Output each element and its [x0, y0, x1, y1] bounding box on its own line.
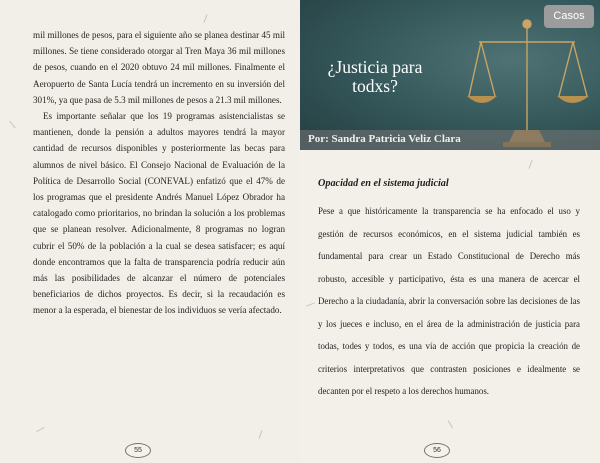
left-body-text	[33, 27, 285, 319]
author-strip	[300, 130, 600, 150]
left-paragraph-1: mil millones de pesos, para el siguiente año se planea destinar 45 mil millones. Se tiene considerado otorgar al Tren Maya 36 mil millones de pesos, cuando en el 2020 obtuvo 24 mil millones. Finalmente el Aeropuerto de Santa Lucía tendrá un incremento en su inversión del 301%, ya que pasa de 5.3 mil millones de pesos a 21.3 mil millones.	[33, 30, 285, 105]
right-body-text	[318, 200, 580, 403]
banner-title: ¿Justicia para todxs?	[327, 57, 423, 96]
paper-fleck	[36, 427, 44, 432]
left-paragraph-2: Es importante señalar que los 19 programas asistencialistas se mantienen, donde la pensión a adultos mayores tendrá la mayor cantidad de recursos disponibles y posteriormente las becas para alumnos de nivel básico. El Consejo Nacional de Evaluación de la Política de Desarrollo Social (CONEVAL) enfatizó que el 47% de los programas que el presidente Andrés Manuel López Obrador ha catalogado como prioritarios, no brindan la solución a los problemas que se planean resolver. Adicionalmente, 8 programas no logran cubrir el 50% de la población a la cual se desea satisfacer; es aquí donde encontramos que la falta de transparencia podría reducir aún más las posibilidades de alcanzar el número de potenciales beneficiarios de dichos proyectos. Es decir, si la recaudación es menor a la esperada, el bienestar de los individuos se vería afectado.	[33, 111, 285, 316]
article-banner	[300, 0, 600, 150]
right-page	[300, 0, 600, 463]
section-heading: Opacidad en el sistema judicial	[318, 178, 449, 189]
paper-fleck	[306, 302, 315, 306]
paper-fleck	[528, 160, 532, 169]
paper-fleck	[448, 420, 453, 428]
author-byline: Por: Sandra Patricia Veliz Clara	[308, 133, 461, 145]
paper-fleck	[258, 430, 262, 439]
right-paragraph: Pese a que históricamente la transparencia se ha enfocado el uso y gestión de recursos económicos, en el sistema judicial también es fundamental para crear un Estado Constitucional de Derecho más robusto, accesible y participativo, ésta es una manera de acercar el Derecho a la ciudadanía, abrir la conversación sobre las decisiones de las y los jueces e incluso, en el área de la administración de justicia para todas, todes y todos, es una vía de acción que propicia la creación de criterios interpretativos que contrasten posiciones e idealmente se decanten por el respeto a los derechos humanos.	[318, 206, 580, 396]
casos-button[interactable]: Casos	[544, 5, 594, 28]
paper-fleck	[9, 121, 16, 129]
page-number-right: 56	[424, 443, 450, 458]
paper-fleck	[203, 14, 207, 23]
page-number-left: 55	[125, 443, 151, 458]
